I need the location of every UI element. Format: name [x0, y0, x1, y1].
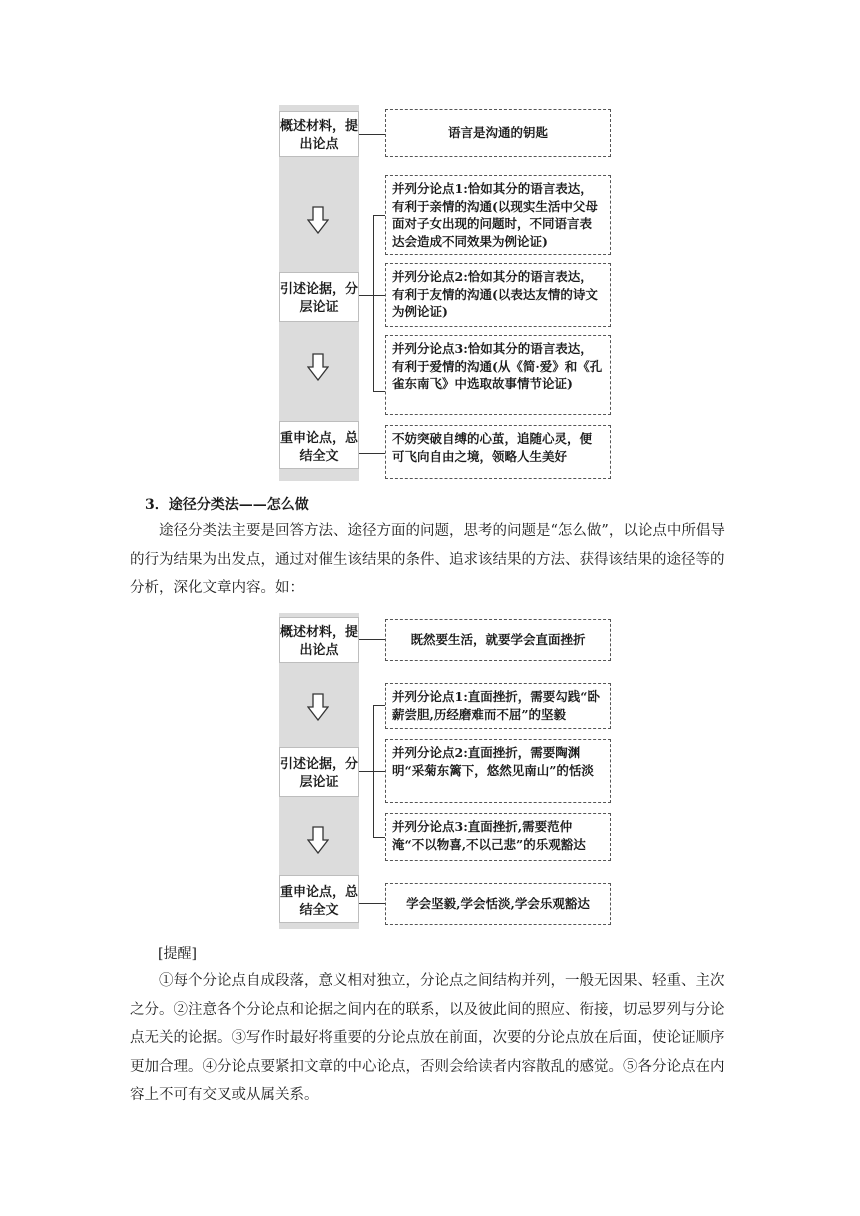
conclusion-box: 不妨突破自缚的心茧，追随心灵，便可飞向自由之境，领略人生美好	[385, 425, 611, 479]
connector	[373, 771, 385, 772]
section-intro: 途径分类法主要是回答方法、途径方面的问题，思考的问题是“怎么做”，以论点中所倡导的行为结果为出发点，通过对催生该结果的条件、追求该结果的方法、获得该结果的途径等的分析，深化文章内容。如：	[130, 523, 725, 596]
down-arrow-icon	[307, 353, 329, 381]
connector	[359, 295, 373, 296]
stage-conclusion: 重申论点，总结全文	[279, 421, 359, 469]
connector	[373, 295, 385, 296]
connector	[359, 903, 385, 904]
stage-argument: 引述论据，分层论证	[279, 747, 359, 797]
section-heading: 3．途径分类法——怎么做	[145, 497, 309, 513]
sub-point-3: 并列分论点3:恰如其分的语言表达，有利于爱情的沟通(从《简·爱》和《孔雀东南飞》中选取故事情节论证)	[385, 335, 611, 415]
structure-diagram-1	[279, 105, 613, 481]
stage-argument: 引述论据，分层论证	[279, 272, 359, 322]
sub-point-3: 并列分论点3:直面挫折,需要范仲淹“不以物喜,不以己悲”的乐观豁达	[385, 813, 611, 861]
stage-thesis: 概述材料，提出论点	[279, 617, 359, 663]
sub-point-1: 并列分论点1:恰如其分的语言表达，有利于亲情的沟通(以现实生活中父母面对子女出现的问题时，不同语言表达会造成不同效果为例论证)	[385, 175, 611, 255]
connector	[373, 391, 385, 392]
connector	[373, 215, 385, 216]
thesis-box: 语言是沟通的钥匙	[385, 109, 611, 157]
thesis-box: 既然要生活，就要学会直面挫折	[385, 619, 611, 661]
connector	[359, 453, 385, 454]
stage-conclusion: 重申论点，总结全文	[279, 875, 359, 923]
bracket	[373, 215, 374, 391]
stage-thesis: 概述材料，提出论点	[279, 111, 359, 157]
connector	[373, 837, 385, 838]
connector	[359, 639, 385, 640]
down-arrow-icon	[307, 826, 329, 854]
sub-point-2: 并列分论点2:直面挫折，需要陶渊明“采菊东篱下，悠然见南山”的恬淡	[385, 739, 611, 803]
reminder-body: ①每个分论点自成段落，意义相对独立，分论点之间结构并列，一般无因果、轻重、主次之分。②注意各个分论点和论据之间内在的联系，以及彼此间的照应、衔接，切忌罗列与分论点无关的论据。③写作时最好将重要的分论点放在前面，次要的分论点放在后面，使论证顺序更加合理。④分论点要紧扣文章的中心论点，否则会给读者内容散乱的感觉。⑤各分论点在内容上不可有交叉或从属关系。	[130, 973, 725, 1103]
connector	[373, 705, 385, 706]
sub-point-2: 并列分论点2:恰如其分的语言表达，有利于友情的沟通(以表达友情的诗文为例论证)	[385, 263, 611, 327]
sub-point-1: 并列分论点1:直面挫折，需要勾践“卧薪尝胆,历经磨难而不屈”的坚毅	[385, 683, 611, 729]
connector	[359, 771, 373, 772]
down-arrow-icon	[307, 693, 329, 721]
down-arrow-icon	[307, 206, 329, 234]
conclusion-box: 学会坚毅,学会恬淡,学会乐观豁达	[385, 883, 611, 925]
reminder-title: [提醒]	[158, 946, 197, 962]
connector	[359, 134, 385, 135]
structure-diagram-2	[279, 613, 613, 929]
